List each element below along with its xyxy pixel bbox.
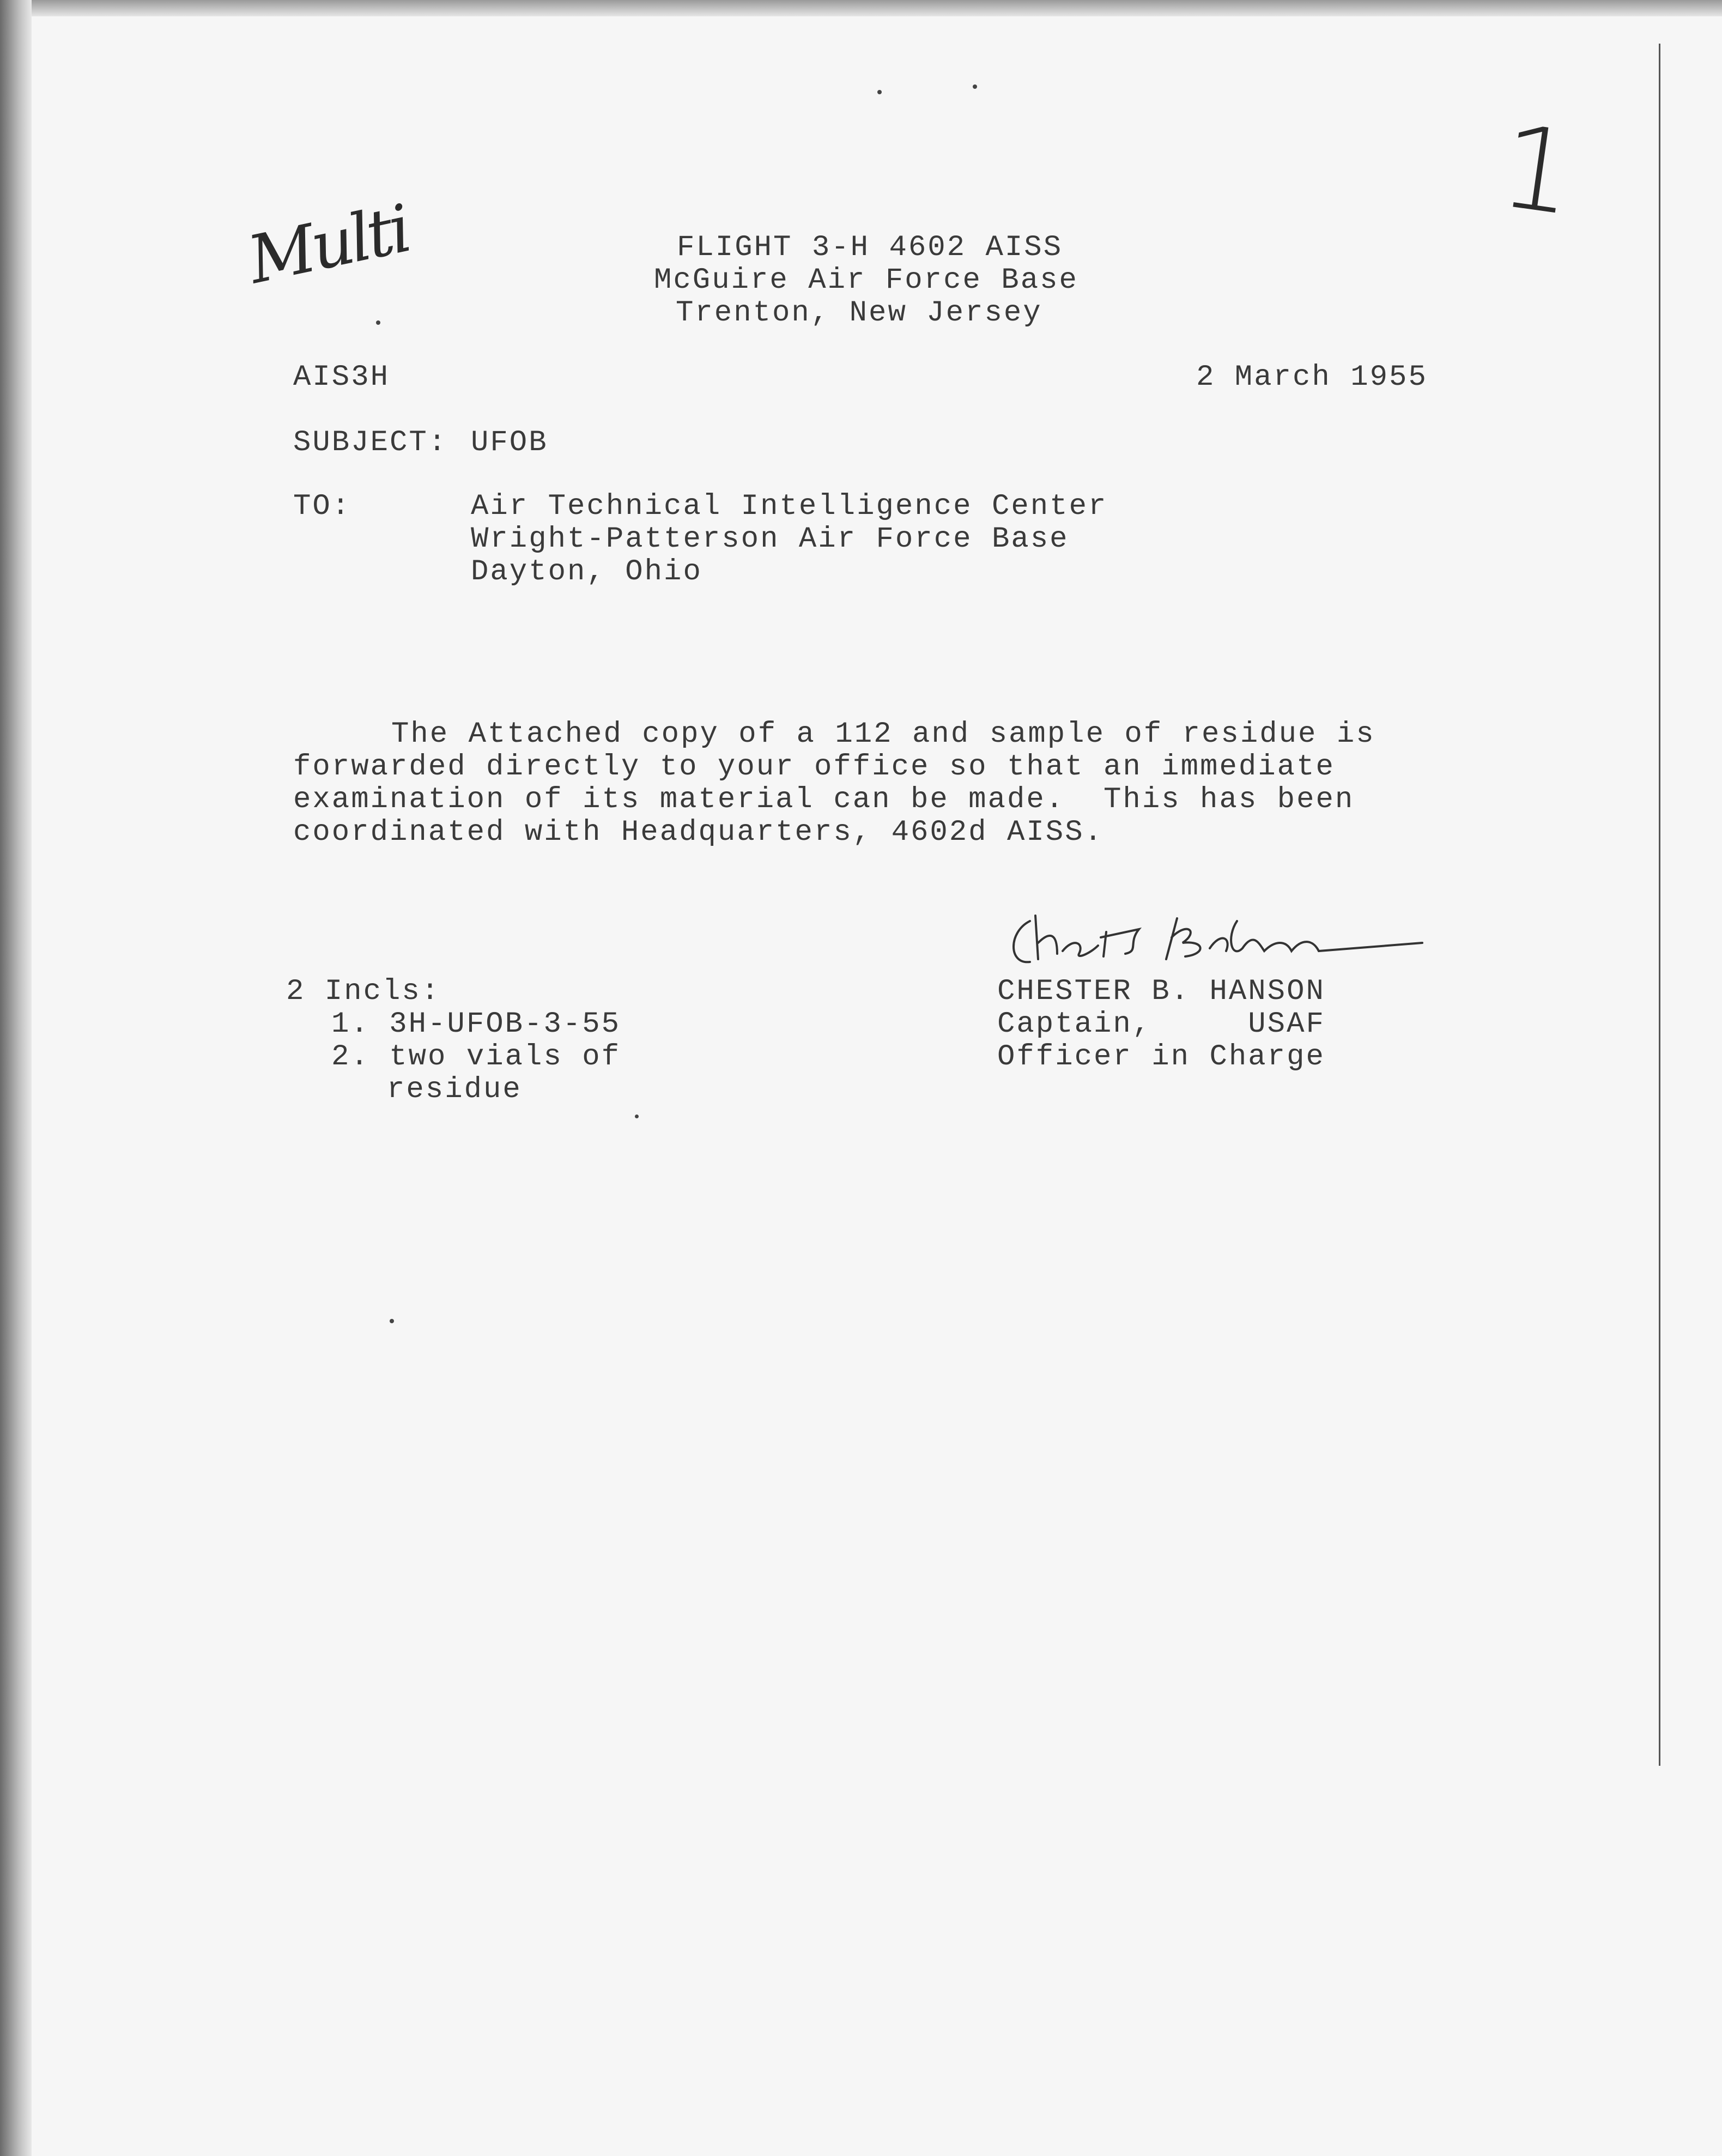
scan-speck bbox=[973, 84, 977, 89]
letter-date: 2 March 1955 bbox=[1196, 361, 1428, 394]
scan-speck bbox=[390, 1319, 394, 1323]
signer-rank: Captain, USAF bbox=[997, 1008, 1325, 1041]
page-edge-line bbox=[1659, 44, 1660, 1766]
film-frame-top bbox=[0, 0, 1722, 16]
letterhead-line-1: FLIGHT 3-H 4602 AISS bbox=[677, 231, 1063, 264]
body-line-4: coordinated with Headquarters, 4602d AISS. bbox=[293, 816, 1104, 849]
inclosure-item-2: 2. two vials of bbox=[331, 1040, 621, 1074]
scan-speck bbox=[635, 1115, 639, 1118]
signer-name: CHESTER B. HANSON bbox=[997, 975, 1325, 1008]
body-line-1: The Attached copy of a 112 and sample of residue is bbox=[391, 718, 1375, 751]
inclosure-item-1: 1. 3H-UFOB-3-55 bbox=[331, 1008, 621, 1041]
body-line-3: examination of its material can be made. This has been bbox=[293, 783, 1355, 816]
inclosure-item-2-continuation: residue bbox=[387, 1073, 522, 1106]
to-label: TO: bbox=[293, 490, 351, 523]
letterhead-line-3: Trenton, New Jersey bbox=[676, 296, 1042, 330]
scan-speck bbox=[877, 90, 882, 94]
to-address-line-1: Air Technical Intelligence Center bbox=[471, 490, 1108, 523]
inclosures-title: 2 Incls: bbox=[286, 975, 441, 1008]
handwritten-annotation: Multi bbox=[241, 191, 415, 299]
handwritten-signature bbox=[997, 899, 1433, 981]
signer-title: Officer in Charge bbox=[997, 1040, 1325, 1074]
body-line-2: forwarded directly to your office so that an immediate bbox=[293, 750, 1335, 784]
to-address-line-3: Dayton, Ohio bbox=[471, 555, 702, 589]
subject-label: SUBJECT: bbox=[293, 426, 448, 459]
office-symbol: AIS3H bbox=[293, 361, 390, 394]
to-address-line-2: Wright-Patterson Air Force Base bbox=[471, 523, 1069, 556]
document-page bbox=[32, 16, 1722, 2156]
letterhead-line-2: McGuire Air Force Base bbox=[654, 264, 1078, 297]
handwritten-page-mark: 1 bbox=[1492, 99, 1584, 242]
film-frame-left bbox=[0, 0, 32, 2156]
subject-value: UFOB bbox=[471, 426, 548, 459]
scan-speck bbox=[376, 320, 380, 325]
